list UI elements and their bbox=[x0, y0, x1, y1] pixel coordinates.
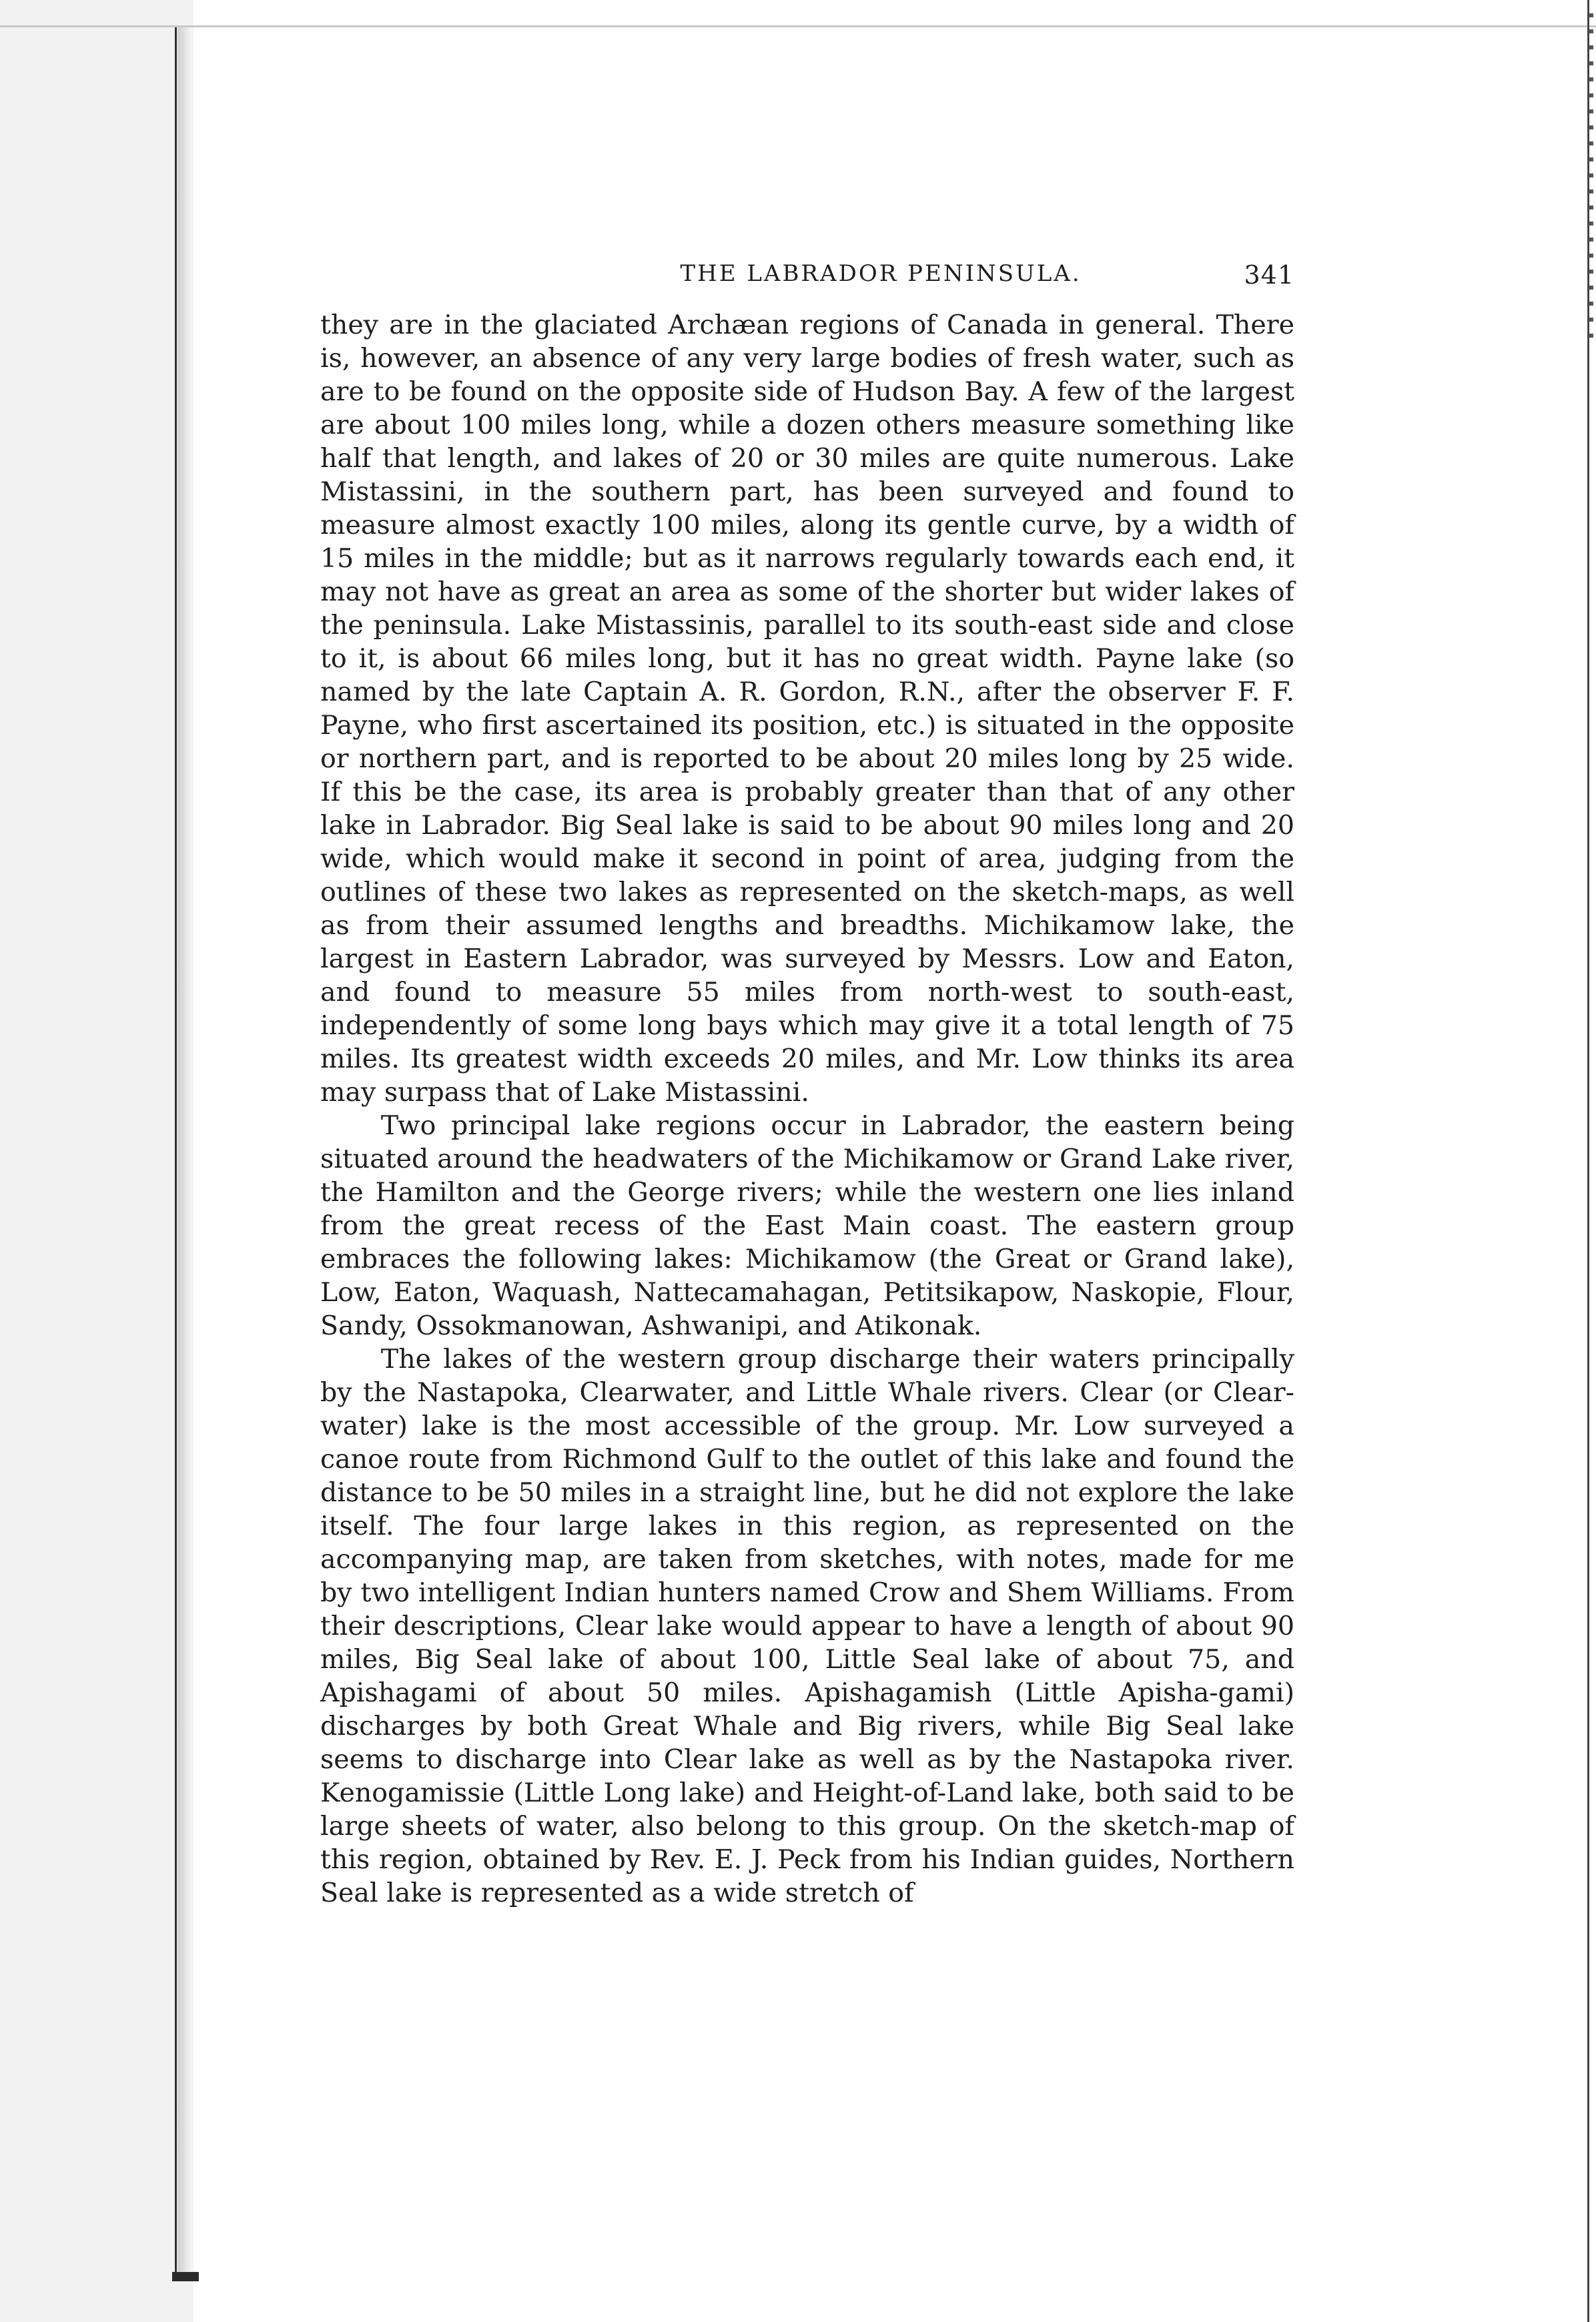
left-margin bbox=[0, 0, 193, 2322]
page-header bbox=[320, 260, 1294, 300]
page-number: 341 bbox=[1244, 260, 1294, 290]
paragraph: they are in the glaciated Archæan regions of Canada in general. There is, however, an absence of any very large bodies of fresh water, such as are to be found on the opposite side of Hudson Bay. A few of the largest are about 100 miles long, while a dozen others measure something like half that length, and lakes of 20 or 30 miles are quite numerous. Lake Mistassini, in the southern part, has been surveyed and found to measure almost exactly 100 miles, along its gentle curve, by a width of 15 miles in the middle; but as it narrows regularly towards each end, it may not have as great an area as some of the shorter but wider lakes of the peninsula. Lake Mistassinis, parallel to its south-east side and close to it, is about 66 miles long, but it has no great width. Payne lake (so named by the late Captain A. R. Gordon, R.N., after the observer F. F. Payne, who first ascertained its position, etc.) is situated in the opposite or northern part, and is reported to be about 20 miles long by 25 wide. If this be the case, its area is probably greater than that of any other lake in Labrador. Big Seal lake is said to be about 90 miles long and 20 wide, which would make it second in point of area, judging from the outlines of these two lakes as represented on the sketch-maps, as well as from their assumed lengths and breadths. Michikamow lake, the largest in Eastern Labrador, was surveyed by Messrs. Low and Eaton, and found to measure 55 miles from north-west to south-east, independently of some long bays which may give it a total length of 75 miles. Its greatest width exceeds 20 miles, and Mr. Low thinks its area may surpass that of Lake Mistassini. bbox=[320, 310, 1294, 1108]
top-edge-line bbox=[0, 25, 1596, 27]
right-edge-line bbox=[1587, 0, 1589, 2322]
running-head: THE LABRADOR PENINSULA. bbox=[680, 260, 1082, 287]
body-text bbox=[320, 308, 1294, 1910]
paragraph: Two principal lake regions occur in Labrador, the eastern being situated around the headwaters of the Michikamow or Grand Lake river, the Hamilton and the George rivers; while the western one lies inland from the great recess of the East Main coast. The eastern group embraces the following lakes: Michikamow (the Great or Grand lake), Low, Eaton, Waquash, Nattecamahagan, Petitsikapow, Naskopie, Flour, Sandy, Ossokmanowan, Ashwanipi, and Atikonak. bbox=[320, 1110, 1294, 1341]
page-edge-shadow bbox=[177, 27, 192, 2275]
paragraph: The lakes of the western group discharge their waters principally by the Nastapoka, Clearwater, and Little Whale rivers. Clear (or Clear-water) lake is the most accessible of the group. Mr. Low surveyed a canoe route from Richmond Gulf to the outlet of this lake and found the distance to be 50 miles in a straight line, but he did not explore the lake itself. The four large lakes in this region, as represented on the accompanying map, are taken from sketches, with notes, made for me by two intelligent Indian hunters named Crow and Shem Williams. From their descriptions, Clear lake would appear to have a length of about 90 miles, Big Seal lake of about 100, Little Seal lake of about 75, and Apishagami of about 50 miles. Apishagamish (Little Apisha-gami) discharges by both Great Whale and Big rivers, while Big Seal lake seems to discharge into Clear lake as well as by the Nastapoka river. Kenogamissie (Little Long lake) and Height-of-Land lake, both said to be large sheets of water, also belong to this group. On the sketch-map of this region, obtained by Rev. E. J. Peck from his Indian guides, Northern Seal lake is represented as a wide stretch of bbox=[320, 1344, 1294, 1908]
scan-edge-marks bbox=[1589, 13, 1593, 347]
page-edge-line bbox=[175, 27, 177, 2275]
scan-corner-mark bbox=[172, 2272, 199, 2281]
